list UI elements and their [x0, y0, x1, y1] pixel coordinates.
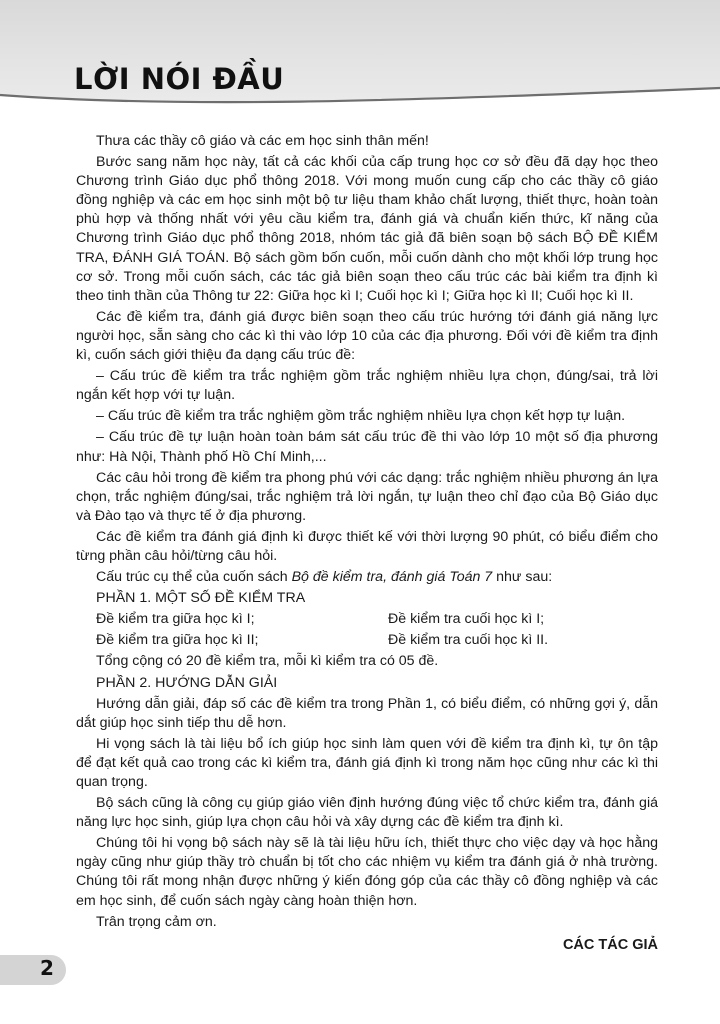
tests-row	[76, 610, 658, 629]
paragraph: Chúng tôi hi vọng bộ sách này sẽ là tài liệu hữu ích, thiết thực cho việc dạy và học hằng ngày cũng như giúp thầy trò chuẩn bị tốt cho các nhiệm vụ kiểm tra đánh giá ở nhà trường. Chúng tôi rất mong nhận được những ý kiến đóng góp của các thầy cô đồng nghiệp và các em học sinh, để cuốn sách ngày càng hoàn thiện hơn.	[76, 835, 658, 909]
tests-row	[76, 631, 658, 650]
paragraph: Các đề kiểm tra đánh giá định kì được thiết kế với thời lượng 90 phút, có biểu điểm cho từng phần câu hỏi/từng câu hỏi.	[76, 528, 658, 564]
paragraph: Hi vọng sách là tài liệu bổ ích giúp học sinh làm quen với đề kiểm tra định kì, tự ôn tập để đạt kết quả cao trong các kì kiểm tra, đánh giá định kì trong năm học cũng như các kì thi quan trọng.	[76, 735, 658, 790]
paragraph: – Cấu trúc đề kiểm tra trắc nghiệm gồm trắc nghiệm nhiều lựa chọn kết hợp tự luận.	[96, 408, 626, 425]
paragraph: Hướng dẫn giải, đáp số các đề kiểm tra trong Phần 1, có biểu điểm, có những gợi ý, dẫn dắt giúp học sinh tiếp thu dễ hơn.	[76, 695, 658, 731]
test-item: Đề kiểm tra cuối học kì II.	[388, 632, 549, 649]
page-number: 2	[40, 956, 54, 980]
page-title: LỜI NÓI ĐẦU	[74, 62, 285, 96]
paragraph: Thưa các thầy cô giáo và các em học sinh thân mến!	[96, 133, 429, 149]
preface-body	[76, 132, 658, 957]
paragraph: – Cấu trúc đề kiểm tra trắc nghiệm gồm trắc nghiệm nhiều lựa chọn, đúng/sai, trả lời ngắn kết hợp với tự luận.	[76, 368, 658, 404]
structure-intro-prefix: Cấu trúc cụ thể của cuốn sách	[96, 569, 292, 586]
structure-intro-suffix: như sau:	[492, 569, 553, 586]
paragraph: Bộ sách cũng là công cụ giúp giáo viên định hướng đúng việc tổ chức kiểm tra, đánh giá năng lực học sinh, giúp lựa chọn câu hỏi và xây dựng các đề kiểm tra định kì.	[76, 795, 658, 831]
signature: CÁC TÁC GIẢ	[562, 936, 658, 953]
part1-heading: PHẦN 1. MỘT SỐ ĐỀ KIỂM TRA	[96, 590, 306, 607]
total-line: Tổng cộng có 20 đề kiểm tra, mỗi kì kiểm tra có 05 đề.	[96, 653, 439, 670]
structure-intro	[76, 568, 658, 587]
test-item: Đề kiểm tra cuối học kì I;	[388, 611, 545, 628]
test-item: Đề kiểm tra giữa học kì II;	[96, 632, 259, 649]
book-title: Bộ đề kiểm tra, đánh giá Toán 7	[291, 569, 493, 586]
paragraph: Các câu hỏi trong đề kiểm tra phong phú với các dạng: trắc nghiệm nhiều phương án lựa chọn, trắc nghiệm đúng/sai, trắc nghiệm trả lời ngắn, tự luận theo chỉ đạo của Bộ Giáo dục và Đào tạo và thực tế ở địa phương.	[76, 469, 658, 524]
paragraph: Trân trọng cảm ơn.	[96, 913, 217, 930]
part2-heading: PHẦN 2. HƯỚNG DẪN GIẢI	[96, 674, 278, 691]
paragraph: – Cấu trúc đề tự luận hoàn toàn bám sát cấu trúc đề thi vào lớp 10 một số địa phương như: Hà Nội, Thành phố Hồ Chí Minh,...	[76, 429, 658, 465]
paragraph: Các đề kiểm tra, đánh giá được biên soạn theo cấu trúc hướng tới đánh giá năng lực người học, sẵn sàng cho các kì thi vào lớp 10 của các địa phương. Đối với đề kiểm tra định kì, cuốn sách giới thiệu đa dạng cấu trúc đề:	[76, 308, 658, 364]
test-item: Đề kiểm tra giữa học kì I;	[96, 611, 255, 628]
page-number-tab	[0, 955, 66, 985]
paragraph: Bước sang năm học này, tất cả các khối của cấp trung học cơ sở đều đã dạy học theo Chương trình Giáo dục phổ thông 2018. Với mong muốn cung cấp cho các thầy cô giáo đồng nghiệp và các em học sinh một bộ tư liệu tham khảo chất lượng, thiết thực, hoàn toàn phù hợp và thống nhất với yêu cầu kiểm tra, đánh giá và chuẩn kiến thức, kĩ năng của Chương trình Giáo dục phổ thông 2018, nhóm tác giả đã biên soạn bộ sách BỘ ĐỀ KIỂM TRA, ĐÁNH GIÁ TOÁN. Bộ sách gồm bốn cuốn, mỗi cuốn dành cho một khối lớp trung học cơ sở. Trong mỗi cuốn sách, các tác giả biên soạn theo cấu trúc các bài kiểm tra định kì theo tinh thần của Thông tư 22: Giữa học kì I; Cuối học kì I; Giữa học kì II; Cuối học kì II.	[76, 154, 658, 304]
